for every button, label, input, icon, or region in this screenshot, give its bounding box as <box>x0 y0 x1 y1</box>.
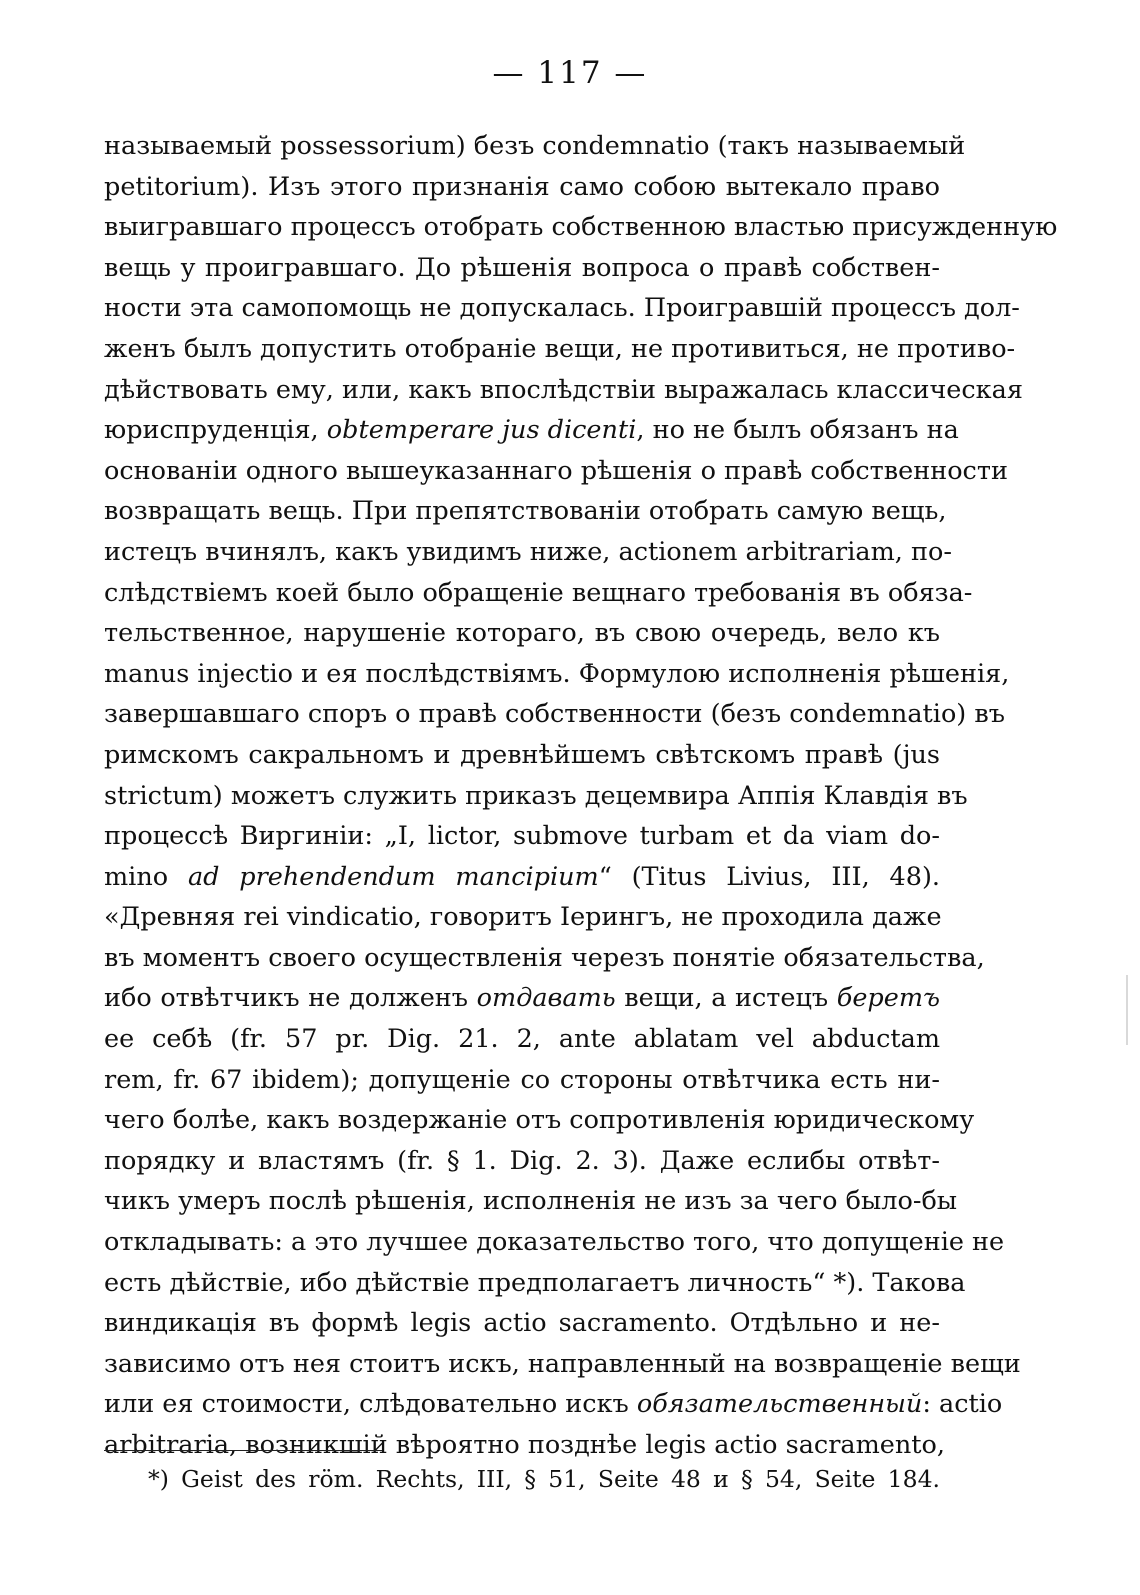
text-segment: : actio <box>922 1389 1003 1420</box>
text-line <box>104 573 973 614</box>
page-number: — 117 — <box>492 55 648 91</box>
text-segment: rem, fr. 67 ibidem); допущеніе со стороны отвѣтчика есть ни- <box>104 1064 940 1095</box>
text-segment: виндикація въ формѣ legis actio sacramento. Отдѣльно и не- <box>104 1308 940 1339</box>
body-text <box>104 126 1058 1466</box>
text-line <box>104 978 940 1019</box>
text-line <box>104 816 940 857</box>
italic-phrase: беретъ <box>836 983 941 1014</box>
text-line <box>104 491 947 532</box>
scan-artifact <box>1126 975 1128 1045</box>
text-line <box>104 288 1020 329</box>
text-segment: выигравшаго процессъ отобрать собственною властью присужденную <box>104 212 1058 243</box>
text-segment: тельственное, нарушеніе котораго, въ свою очередь, вело къ <box>104 618 940 649</box>
text-line <box>104 1344 1021 1385</box>
text-segment: юриспруденція, <box>104 415 327 446</box>
text-line <box>104 126 966 167</box>
italic-phrase: ad prehendendum mancipium <box>187 861 599 892</box>
text-segment: основаніи одного вышеуказаннаго рѣшенія о правѣ собственности <box>104 455 1008 486</box>
text-segment: ности эта самопомощь не допускалась. Проигравшій процессъ дол- <box>104 293 1020 324</box>
text-segment: вещь у проигравшаго. До рѣшенія вопроса о правѣ собствен- <box>104 252 940 283</box>
text-line <box>104 694 1005 735</box>
text-line <box>104 1060 940 1101</box>
footnote-divider <box>104 1450 382 1451</box>
text-segment: вещи, а истецъ <box>615 983 837 1014</box>
text-line <box>104 1263 966 1304</box>
text-segment: ее себѣ (fr. 57 pr. Dig. 21. 2, ante ablatam vel abductam <box>104 1024 940 1055</box>
italic-phrase: обязательственный <box>636 1389 923 1420</box>
text-line <box>104 248 940 289</box>
text-segment: возвращать вещь. При препятствованіи отобрать самую вещь, <box>104 496 947 527</box>
italic-phrase: отдавать <box>476 983 616 1014</box>
text-line <box>104 370 1023 411</box>
text-line <box>104 410 959 451</box>
text-line <box>104 938 985 979</box>
text-line <box>104 1141 940 1182</box>
text-line <box>104 613 940 654</box>
italic-phrase: obtemperare jus dicenti <box>326 415 637 446</box>
text-segment: въ моментъ своего осуществленія черезъ понятіе обязательства, <box>104 942 985 973</box>
text-segment: ибо отвѣтчикъ не долженъ <box>104 983 477 1014</box>
text-segment: чикъ умеръ послѣ рѣшенія, исполненія не изъ за чего было-бы <box>104 1186 958 1217</box>
text-line <box>104 735 940 776</box>
text-line <box>104 532 952 573</box>
text-segment: зависимо отъ нея стоитъ искъ, направленный на возвращеніе вещи <box>104 1348 1021 1379</box>
text-segment: «Древняя rei vindicatio, говоритъ Іерингъ, не проходила даже <box>104 902 942 933</box>
text-segment: истецъ вчинялъ, какъ увидимъ ниже, actionem arbitrariam, по- <box>104 536 952 567</box>
text-segment: женъ былъ допустить отобраніе вещи, не противиться, не противо- <box>104 333 1016 364</box>
text-segment: manus injectio и ея послѣдствіямъ. Формулою исполненія рѣшенія, <box>104 658 1010 689</box>
text-segment: завершавшаго споръ о правѣ собственности (безъ condemnatio) въ <box>104 699 1005 730</box>
text-line <box>104 1100 975 1141</box>
text-segment: порядку и властямъ (fr. § 1. Dig. 2. 3). Даже еслибы отвѣт- <box>104 1145 940 1176</box>
text-segment: arbitraria, возникшій вѣроятно позднѣе legis actio sacramento, <box>104 1430 945 1460</box>
text-line <box>104 1222 1005 1263</box>
text-line <box>104 654 1010 695</box>
text-segment: процессѣ Виргиніи: „I, lictor, submove turbam et da viam do- <box>104 821 940 852</box>
text-segment: римскомъ сакральномъ и древнѣйшемъ свѣтскомъ правѣ (jus <box>104 739 940 770</box>
text-line <box>104 1181 958 1222</box>
text-segment: есть дѣйствіе, ибо дѣйствіе предполагаетъ личность“ *). Такова <box>104 1267 966 1298</box>
text-line <box>104 857 940 898</box>
text-line <box>104 1019 940 1060</box>
text-line <box>104 451 1008 492</box>
text-line <box>104 1384 1003 1425</box>
text-line <box>104 776 968 817</box>
text-segment: , но не былъ обязанъ на <box>636 415 959 446</box>
text-segment: strictum) можетъ служить приказъ децемвира Аппія Клавдія въ <box>104 780 968 811</box>
text-segment: mino <box>104 861 188 892</box>
text-line <box>104 167 940 208</box>
text-segment: или ея стоимости, слѣдовательно искъ <box>104 1389 637 1420</box>
text-segment: слѣдствіемъ коей было обращеніе вещнаго требованія въ обяза- <box>104 577 973 608</box>
text-line <box>104 329 1016 370</box>
text-segment: petitorium). Изъ этого признанія само собою вытекало право <box>104 171 940 202</box>
text-line <box>104 1303 940 1344</box>
text-segment: “ (Titus Livius, III, 48). <box>598 861 941 892</box>
text-line <box>104 897 940 938</box>
text-segment: называемый possessorium) безъ condemnatio (такъ называемый <box>104 131 966 161</box>
text-segment: чего болѣе, какъ воздержаніе отъ сопротивленія юридическому <box>104 1105 975 1136</box>
text-segment: дѣйствовать ему, или, какъ впослѣдствіи выражалась классическая <box>104 374 1023 405</box>
text-line <box>104 207 1058 248</box>
footnote: *) Geist des röm. Rechts, III, § 51, Seite 48 и § 54, Seite 184. <box>148 1465 940 1493</box>
text-segment: откладывать: а это лучшее доказательство того, что допущеніе не <box>104 1227 1005 1258</box>
